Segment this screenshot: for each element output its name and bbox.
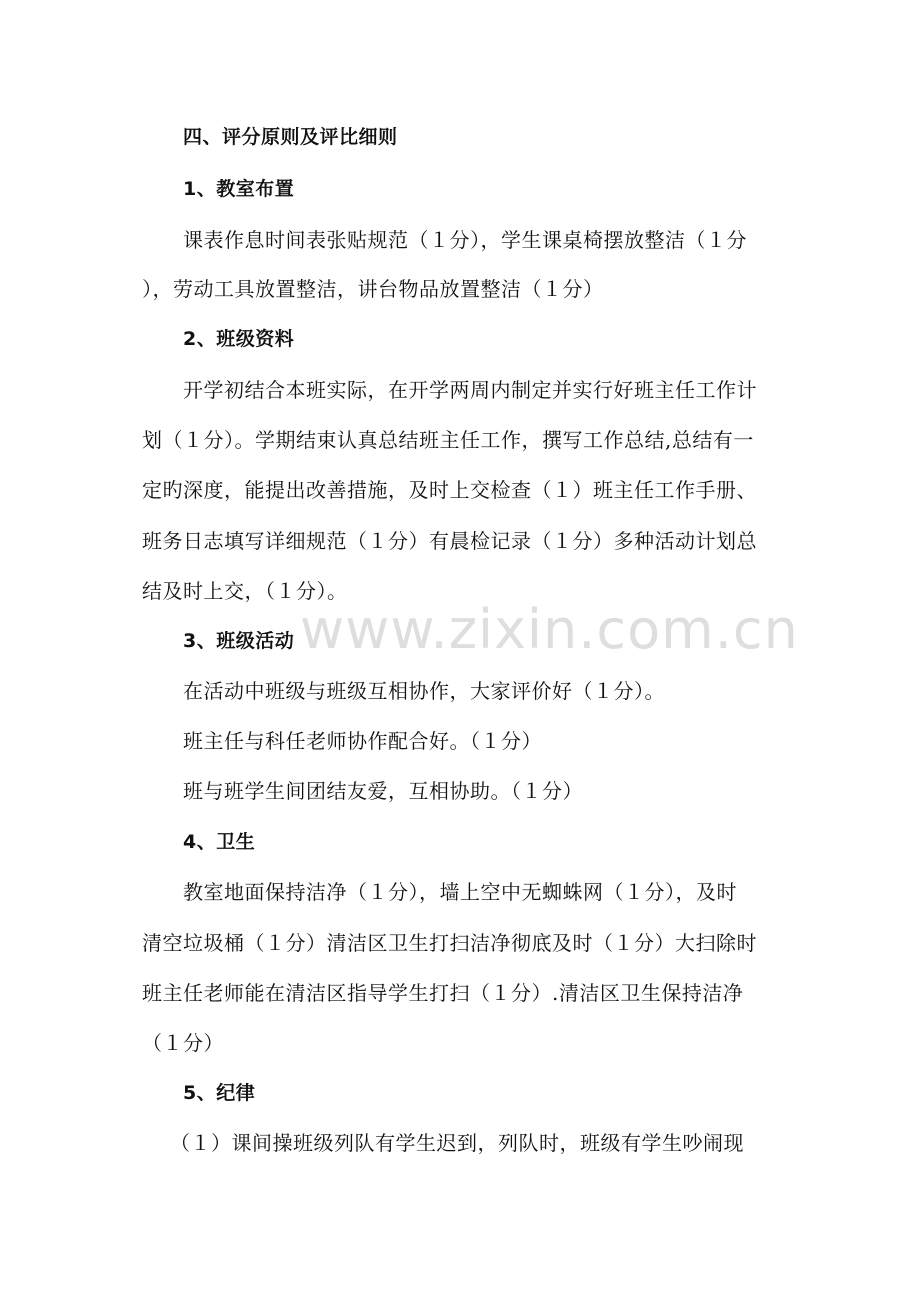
section-5-line: （１）课间操班级列队有学生迟到，列队时，班级有学生吵闹现 bbox=[170, 1131, 744, 1155]
section-2-heading: 2、班级资料 bbox=[183, 328, 295, 350]
section-3-heading: 3、班级活动 bbox=[183, 630, 295, 652]
section-1-heading: 1、教室布置 bbox=[183, 178, 295, 200]
section-2-line: 开学初结合本班实际，在开学两周内制定并实行好班主任工作计 bbox=[183, 378, 757, 402]
section-3-line: 在活动中班级与班级互相协作，大家评价好（１分）。 bbox=[183, 679, 665, 703]
section-4-line: 教室地面保持洁净（１分），墙上空中无蜘蛛网（１分），及时 bbox=[183, 880, 737, 904]
section-4-line: 班主任老师能在清洁区指导学生打扫（１分）.清洁区卫生保持洁净 bbox=[142, 981, 744, 1005]
section-1-line: ），劳动工具放置整洁，讲台物品放置整洁（１分） bbox=[142, 277, 604, 301]
watermark: www.zixin.com.cn bbox=[300, 598, 799, 661]
section-1-line: 课表作息时间表张贴规范（１分），学生课桌椅摆放整洁（１分 bbox=[183, 228, 747, 252]
section-3-line: 班与班学生间团结友爱，互相协助。（１分） bbox=[183, 779, 583, 803]
section-2-line: 结及时上交，（１分）。 bbox=[142, 579, 348, 603]
section-4-line: （１分） bbox=[142, 1031, 224, 1055]
section-4-line: 清空垃圾桶（１分）清洁区卫生打扫洁净彻底及时（１分）大扫除时 bbox=[142, 931, 757, 955]
section-2-line: 划（１分）。学期结束认真总结班主任工作，撰写工作总结,总结有一 bbox=[142, 428, 754, 452]
section-5-heading: 5、纪律 bbox=[183, 1082, 256, 1104]
section-4-heading: 4、卫生 bbox=[183, 831, 256, 853]
section-3-line: 班主任与科任老师协作配合好。（１分） bbox=[183, 729, 542, 753]
section-2-line: 定旳深度，能提出改善措施，及时上交检查（１）班主任工作手册、 bbox=[142, 478, 757, 502]
main-heading: 四、评分原则及评比细则 bbox=[183, 126, 398, 148]
section-2-line: 班务日志填写详细规范（１分）有晨检记录（１分）多种活动计划总 bbox=[142, 529, 757, 553]
